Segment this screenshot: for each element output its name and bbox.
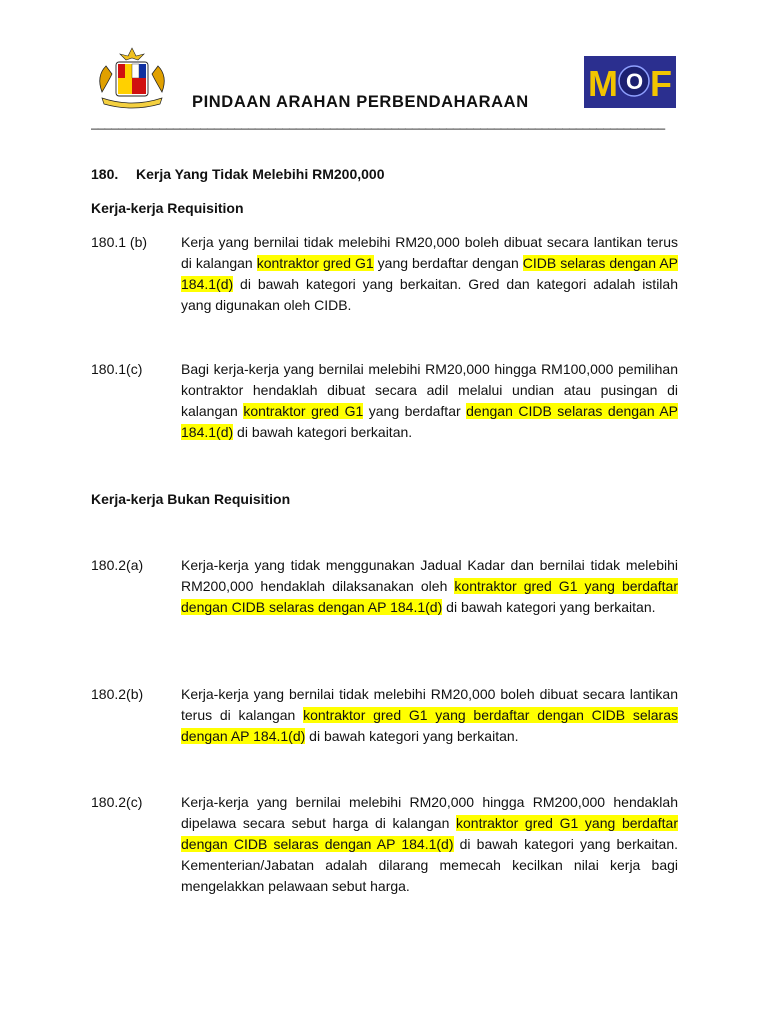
highlighted-text: kontraktor gred G1: [256, 255, 374, 271]
highlighted-text: dengan CIDB selaras dengan AP 184.1(d): [181, 403, 679, 440]
clause-text-part: Kerja-kerja yang tidak menggunakan Jadual Kadar dan bernilai tidak melebihi RM200,000 hendaklah dilaksanakan oleh: [181, 557, 678, 594]
mof-logo: [584, 56, 676, 108]
mof-logo-graphic: [584, 56, 676, 108]
coat-of-arms-logo: [88, 44, 176, 112]
clause-text-180-1c: [181, 359, 678, 443]
clause-text-part: di bawah kategori yang berkaitan. Kementerian/Jabatan adalah dilarang memecah kecilkan nilai kerja bagi mengelakkan pelawaan sebut harga.: [181, 836, 678, 894]
clause-text-part: di bawah kategori yang berkaitan.: [442, 599, 656, 615]
clause-text-part: Kerja-kerja yang bernilai tidak melebihi RM20,000 boleh dibuat secara lantikan terus di kalangan: [181, 686, 678, 723]
heading-non-requisition: Kerja-kerja Bukan Requisition: [91, 491, 291, 507]
clause-number: 180.1(c): [91, 361, 143, 377]
mof-logo-letter-o: O: [626, 69, 644, 94]
highlighted-text: kontraktor gred G1: [243, 403, 364, 419]
clause-number: 180.1 (b): [91, 234, 148, 250]
clause-text-180-2c: [181, 792, 678, 897]
page-title: PINDAAN ARAHAN PERBENDAHARAAN: [192, 93, 529, 111]
header-rule: ____________________________________________________________________________________: [91, 116, 665, 130]
highlighted-text: kontraktor gred G1 yang berdaftar dengan CIDB selaras dengan AP 184.1(d): [181, 707, 678, 744]
highlighted-text: CIDB selaras dengan AP 184.1(d): [181, 255, 678, 292]
clause-text-part: di bawah kategori berkaitan.: [233, 424, 413, 440]
clause-text-180-2b: [181, 684, 678, 747]
clause-text-part: di bawah kategori yang berkaitan.: [305, 728, 519, 744]
clause-text-part: di bawah kategori yang berkaitan. Gred dan kategori adalah istilah yang digunakan oleh CIDB.: [181, 276, 678, 313]
clause-text-part: yang berdaftar dengan: [373, 255, 523, 271]
mof-logo-letter-f: F: [650, 63, 672, 104]
clause-number: 180.2(b): [91, 686, 144, 702]
section-title: Kerja Yang Tidak Melebihi RM200,000: [136, 166, 385, 182]
heading-requisition: Kerja-kerja Requisition: [91, 200, 244, 216]
clause-text-part: Kerja yang bernilai tidak melebihi RM20,000 boleh dibuat secara lantikan terus di kalangan: [181, 234, 678, 271]
clause-text-part: Kerja-kerja yang bernilai melebihi RM20,000 hingga RM200,000 hendaklah dipelawa secara sebut harga di kalangan: [181, 794, 678, 831]
highlighted-text: kontraktor gred G1 yang berdaftar dengan CIDB selaras dengan AP 184.1(d): [181, 815, 678, 852]
highlighted-text: kontraktor gred G1 yang berdaftar dengan CIDB selaras dengan AP 184.1(d): [181, 578, 678, 615]
clause-number: 180.2(a): [91, 557, 144, 573]
mof-logo-letter-m: M: [588, 63, 618, 104]
clause-number: 180.2(c): [91, 794, 143, 810]
clause-text-part: yang berdaftar: [363, 403, 467, 419]
clause-text-180-2a: [181, 555, 678, 618]
section-number: 180.: [91, 166, 119, 182]
clause-text-part: Bagi kerja-kerja yang bernilai melebihi RM20,000 hingga RM100,000 pemilihan kontraktor hendaklah dibuat secara adil melalui undian atau pusingan di kalangan: [181, 361, 678, 419]
clause-text-180-1b: [181, 232, 678, 316]
